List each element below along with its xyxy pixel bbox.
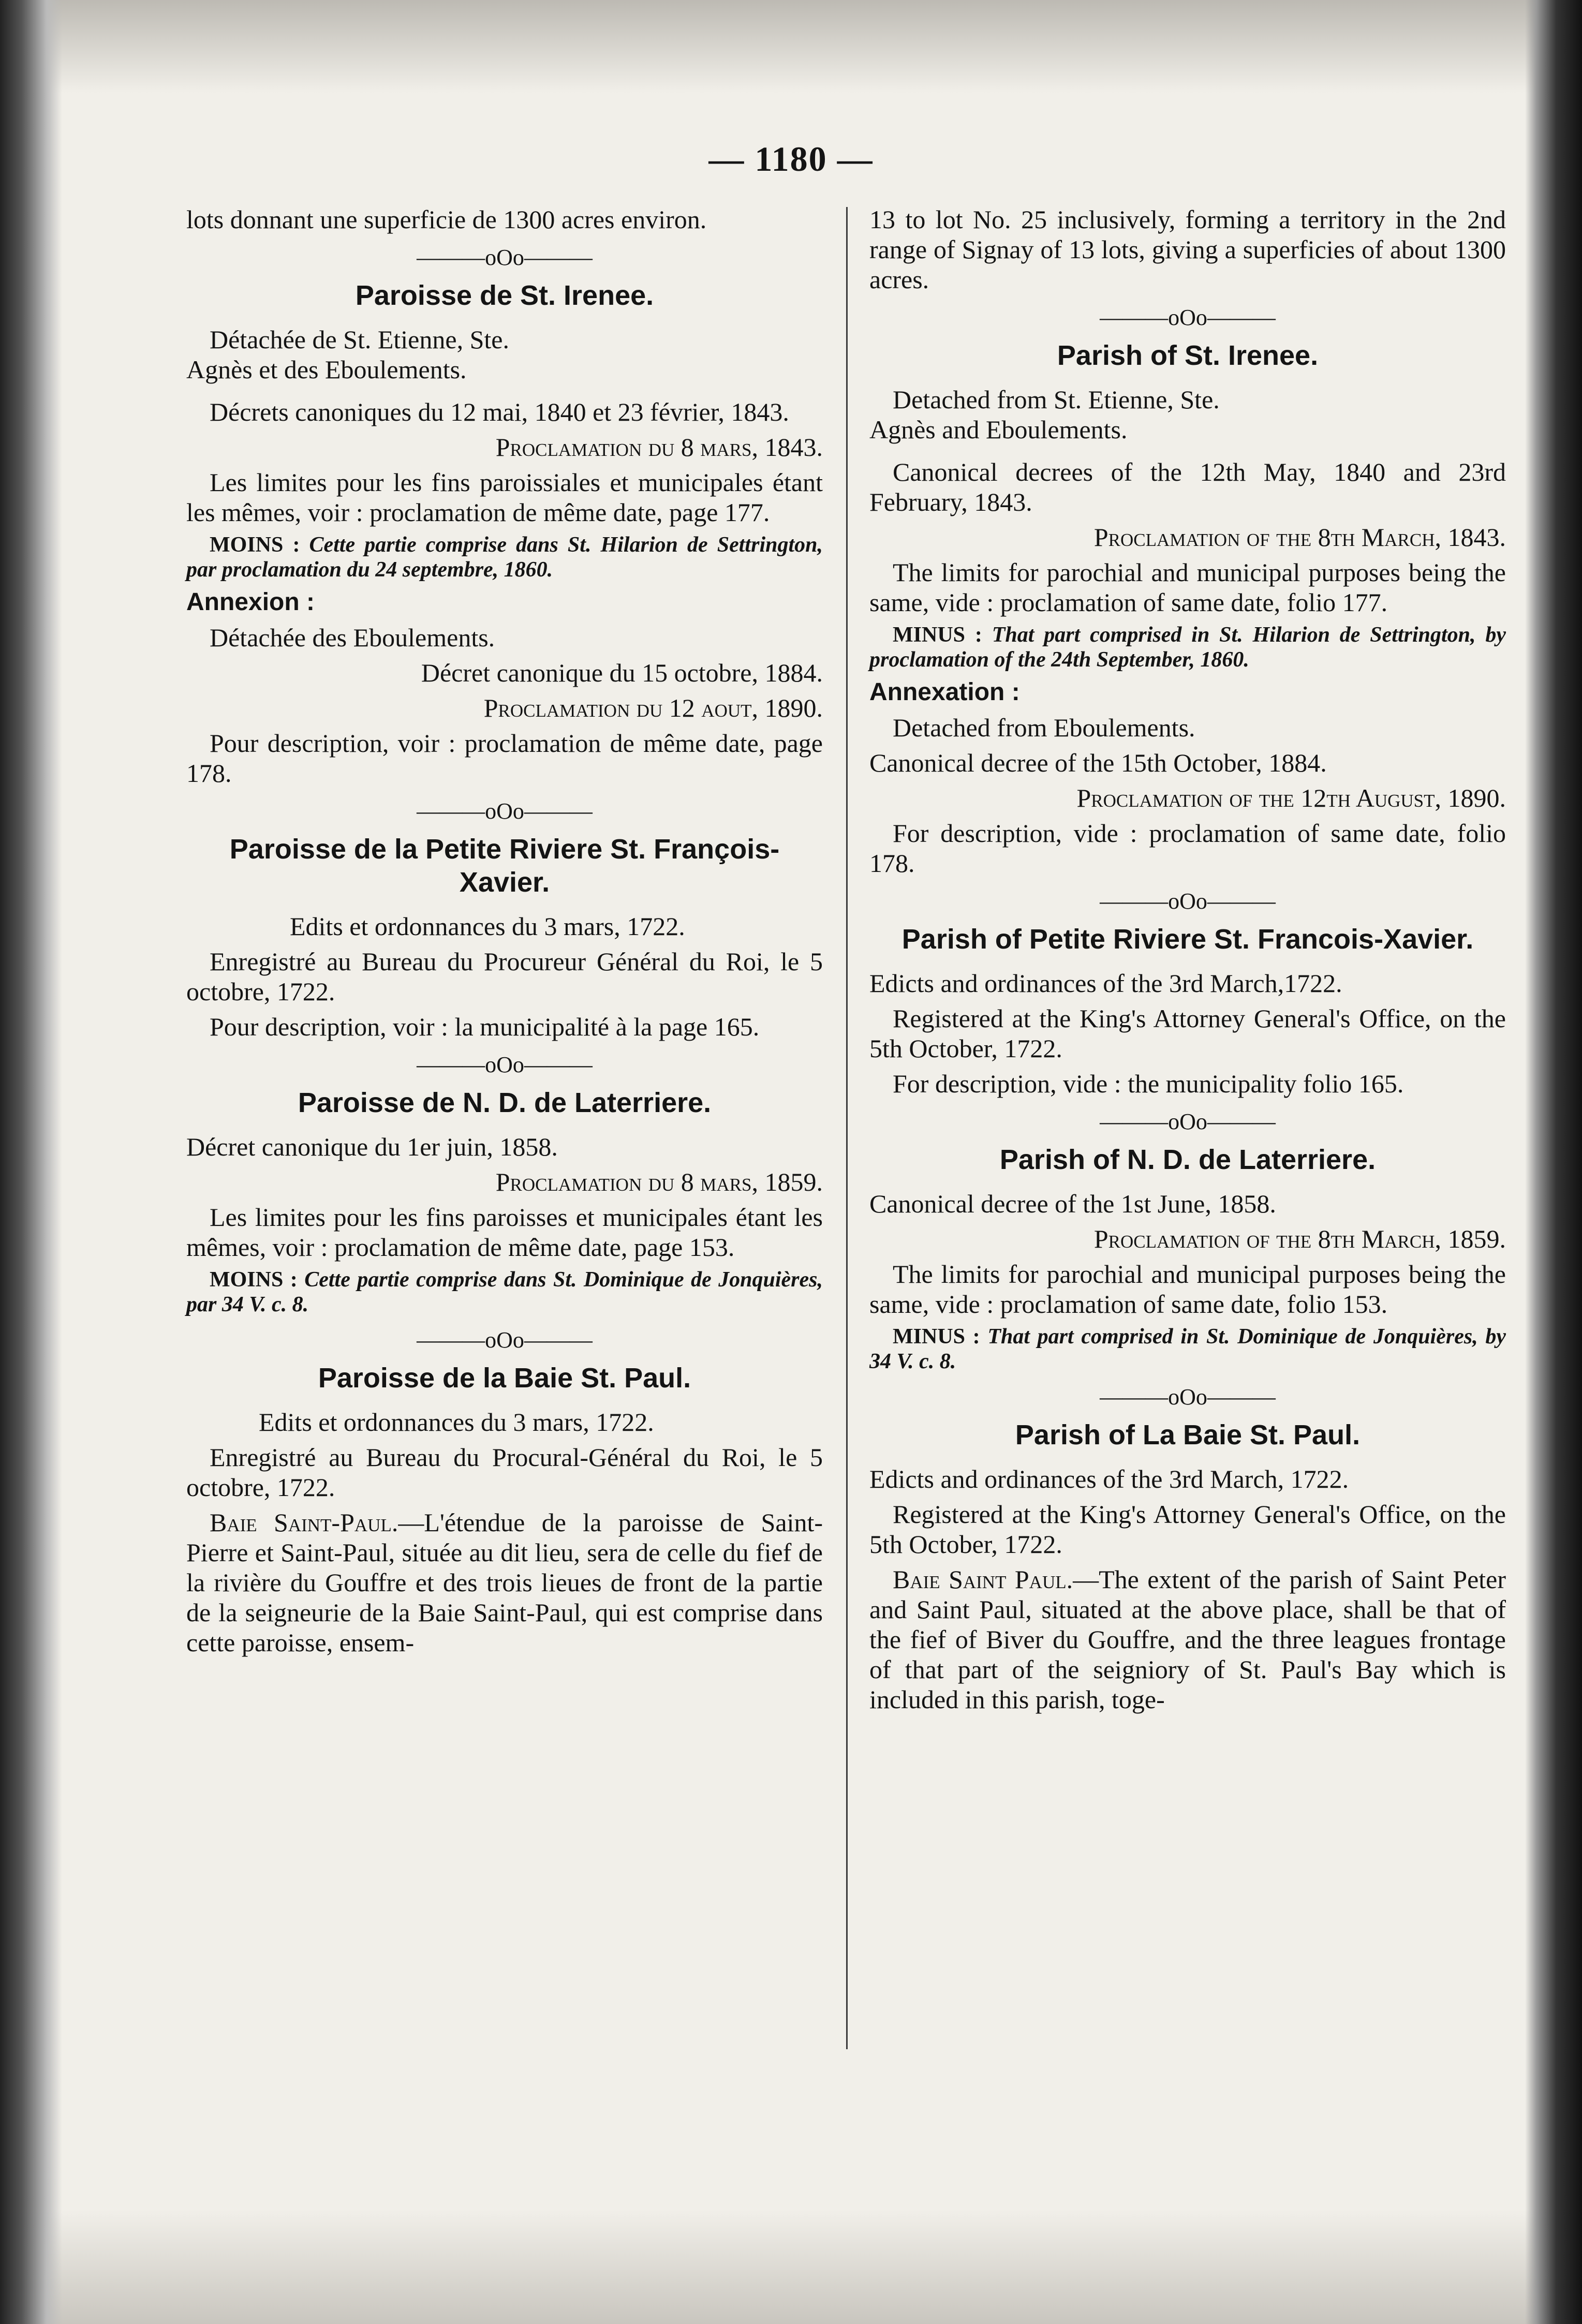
french-column bbox=[186, 204, 823, 1663]
minus-text: That part comprised in St. Hilarion de Settrington, by proclamation of the 24th September, 1860. bbox=[869, 623, 1506, 672]
scan-left-edge bbox=[0, 0, 62, 2324]
scan-top-shadow bbox=[0, 0, 1582, 93]
minus-text: That part comprised in St. Dominique de Jonquières, by 34 V. c. 8. bbox=[869, 1325, 1506, 1373]
edicts-line: Edits et ordonnances du 3 mars, 1722. bbox=[290, 912, 685, 941]
edicts-line: Edicts and ordinances of the 3rd March,1722. bbox=[869, 969, 1342, 998]
minus-label: MOINS : bbox=[210, 533, 300, 557]
column-divider bbox=[846, 207, 848, 2049]
separator: ———oOo——— bbox=[1100, 1384, 1276, 1410]
registered-paragraph: Registered at the King's Attorney General's Office, on the 5th October, 1722. bbox=[869, 1500, 1506, 1559]
proclamation-line: Proclamation of the 8th March, 1859. bbox=[1093, 1224, 1506, 1253]
section-heading-baie-st-paul: Parish of La Baie St. Paul. bbox=[1015, 1419, 1361, 1450]
annexation-description: Pour description, voir : proclamation de même date, page 178. bbox=[186, 729, 823, 788]
section-heading-petite-riviere: Parish of Petite Riviere St. Francois-Xavier. bbox=[901, 924, 1474, 955]
annexation-label: Annexation : bbox=[869, 678, 1020, 706]
registered-paragraph: Enregistré au Bureau du Procureur Général du Roi, le 5 octobre, 1722. bbox=[186, 947, 823, 1006]
section-heading-laterriere: Parish of N. D. de Laterriere. bbox=[999, 1144, 1376, 1175]
limits-paragraph: Les limites pour les fins paroisses et municipales étant les mêmes, voir : proclamation de même date, page 153. bbox=[186, 1203, 823, 1262]
english-column bbox=[869, 204, 1506, 1720]
body-paragraph bbox=[186, 1507, 823, 1657]
body-text: —L'étendue de la paroisse de Saint-Pierre et Saint-Paul, située au dit lieu, sera de celle du fief de la rivière du Gouffre et des trois lieues de front de la partie de la seigneurie de la Baie Saint-Paul, qui est comprise dans cette paroisse, ensem- bbox=[186, 1508, 823, 1657]
scan-right-edge bbox=[1525, 0, 1582, 2324]
page-number: — 1180 — bbox=[708, 139, 874, 179]
detached-note: Detached from St. Etienne, Ste. Agnès and Eboulements. bbox=[869, 385, 1220, 444]
registered-paragraph: Enregistré au Bureau du Procural-Général du Roi, le 5 octobre, 1722. bbox=[186, 1443, 823, 1502]
body-text: —The extent of the parish of Saint Peter and Saint Paul, situated at the above place, shall be that of the fief of Biver du Gouffre, and the three leagues frontage of that part of the seigniory of St. Paul's Bay which is included in this parish, toge- bbox=[869, 1565, 1506, 1714]
decree-line: Canonical decree of the 1st June, 1858. bbox=[869, 1189, 1276, 1218]
section-heading-st-irenee: Parish of St. Irenee. bbox=[1057, 340, 1319, 371]
separator: ———oOo——— bbox=[417, 798, 593, 824]
intro-paragraph: lots donnant une superficie de 1300 acres environ. bbox=[186, 205, 707, 234]
annexation-proclamation: Proclamation of the 12th August, 1890. bbox=[1076, 783, 1506, 812]
edicts-line: Edits et ordonnances du 3 mars, 1722. bbox=[259, 1408, 654, 1437]
annexation-description: For description, vide : proclamation of same date, folio 178. bbox=[869, 819, 1506, 878]
minus-label: MOINS : bbox=[210, 1268, 298, 1292]
annexation-detached: Détachée des Eboulements. bbox=[210, 623, 495, 652]
body-paragraph bbox=[869, 1564, 1506, 1714]
annexation-decree: Décret canonique du 15 octobre, 1884. bbox=[421, 658, 823, 687]
scan-bottom-shadow bbox=[0, 2210, 1582, 2324]
description-paragraph: Pour description, voir : la municipalité à la page 165. bbox=[210, 1012, 760, 1041]
proclamation-line: Proclamation of the 8th March, 1843. bbox=[1093, 523, 1506, 552]
intro-paragraph: 13 to lot No. 25 inclusively, forming a territory in the 2nd range of Signay of 13 lots, giving a superficies of about 1300 acres. bbox=[869, 205, 1506, 294]
minus-label: MINUS : bbox=[893, 1325, 980, 1349]
section-heading-petite-riviere: Paroisse de la Petite Riviere St. François-Xavier. bbox=[229, 834, 780, 898]
section-heading-laterriere: Paroisse de N. D. de Laterriere. bbox=[298, 1087, 712, 1118]
annexation-decree: Canonical decree of the 15th October, 1884. bbox=[869, 748, 1327, 777]
minus-note bbox=[869, 1324, 1506, 1374]
section-heading-st-irenee: Paroisse de St. Irenee. bbox=[355, 280, 654, 311]
separator: ———oOo——— bbox=[417, 1327, 593, 1353]
separator: ———oOo——— bbox=[1100, 889, 1276, 914]
proclamation-line: Proclamation du 8 mars, 1859. bbox=[495, 1167, 823, 1196]
decree-line: Décret canonique du 1er juin, 1858. bbox=[186, 1132, 558, 1161]
section-heading-baie-st-paul: Paroisse de la Baie St. Paul. bbox=[318, 1363, 691, 1394]
separator: ———oOo——— bbox=[1100, 1109, 1276, 1134]
detached-note: Détachée de St. Etienne, Ste. Agnès et des Eboulements. bbox=[186, 325, 509, 384]
annexation-label: Annexion : bbox=[186, 588, 315, 616]
limits-paragraph: The limits for parochial and municipal purposes being the same, vide : proclamation of same date, folio 153. bbox=[869, 1260, 1506, 1319]
proclamation-line: Proclamation du 8 mars, 1843. bbox=[495, 433, 823, 462]
minus-note bbox=[186, 532, 823, 582]
description-paragraph: For description, vide : the municipality folio 165. bbox=[893, 1069, 1404, 1098]
minus-text: Cette partie comprise dans St. Hilarion de Settrington, par proclamation du 24 septembre, 1860. bbox=[186, 533, 823, 582]
edicts-line: Edicts and ordinances of the 3rd March, 1722. bbox=[869, 1464, 1349, 1493]
separator: ———oOo——— bbox=[417, 245, 593, 270]
registered-paragraph: Registered at the King's Attorney General's Office, on the 5th October, 1722. bbox=[869, 1004, 1506, 1063]
limits-paragraph: Les limites pour les fins paroissiales et municipales étant les mêmes, voir : proclamation de même date, page 177. bbox=[186, 468, 823, 527]
lead-in: Baie Saint Paul. bbox=[893, 1565, 1073, 1594]
lead-in: Baie Saint-Paul. bbox=[210, 1508, 398, 1537]
annexation-detached: Detached from Eboulements. bbox=[893, 713, 1195, 742]
minus-note bbox=[869, 623, 1506, 672]
decrees-paragraph: Décrets canoniques du 12 mai, 1840 et 23 février, 1843. bbox=[210, 397, 789, 426]
annexation-proclamation: Proclamation du 12 aout, 1890. bbox=[483, 693, 823, 722]
minus-label: MINUS : bbox=[893, 623, 982, 647]
limits-paragraph: The limits for parochial and municipal purposes being the same, vide : proclamation of same date, folio 177. bbox=[869, 558, 1506, 617]
minus-note bbox=[186, 1267, 823, 1317]
decrees-paragraph: Canonical decrees of the 12th May, 1840 and 23rd February, 1843. bbox=[869, 457, 1506, 516]
minus-text: Cette partie comprise dans St. Dominique de Jonquières, par 34 V. c. 8. bbox=[186, 1268, 823, 1316]
separator: ———oOo——— bbox=[1100, 305, 1276, 330]
separator: ———oOo——— bbox=[417, 1052, 593, 1077]
